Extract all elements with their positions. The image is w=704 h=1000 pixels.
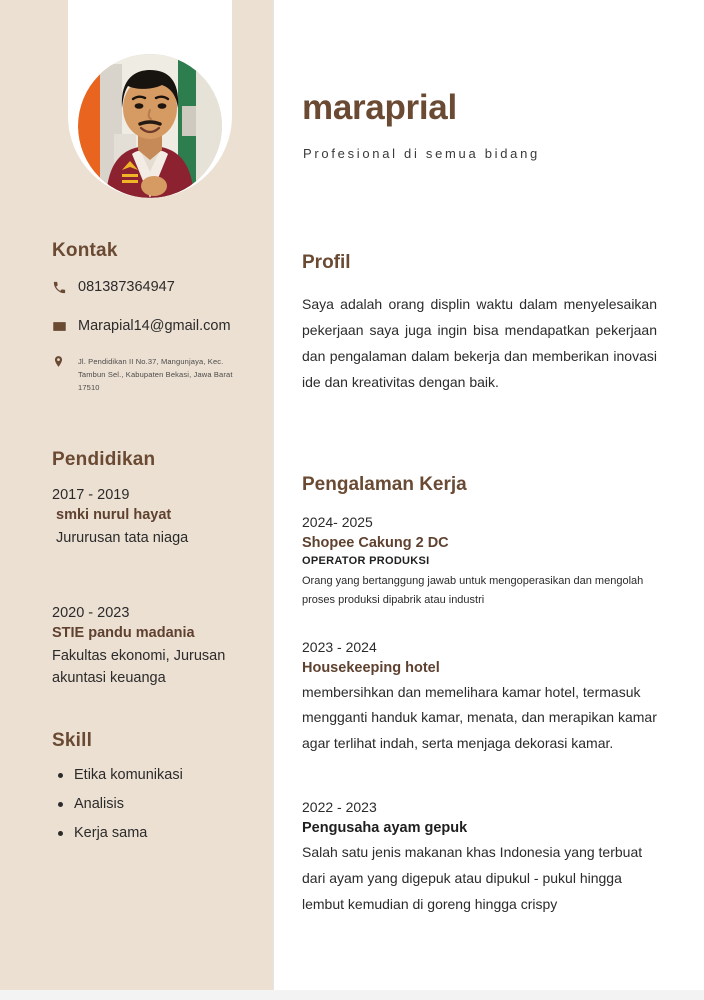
experience-description: Salah satu jenis makanan khas Indonesia yang terbuat dari ayam yang digepuk atau dipukul - pukul hingga lembut kemudian di goreng hingga crispy [302,844,643,912]
envelope-icon [52,317,72,334]
contact-email-row[interactable] [52,317,273,337]
avatar [78,54,222,198]
contact-phone-row[interactable] [52,278,273,298]
address-text: Jl. Pendidikan II No.37, Mangunjaya, Kec. Tambun Sel., Kabupaten Bekasi, Jawa Barat 17510 [78,357,233,393]
skill-heading: Skill [52,729,93,751]
main-column [274,0,704,990]
experience-title: Housekeeping hotel [302,659,440,676]
education-school: smki nurul hayat [56,506,172,523]
experience-years: 2023 - 2024 [302,638,377,655]
phone-number: 081387364947 [78,279,175,295]
contact-address-row[interactable] [52,355,273,394]
profile-text: Saya adalah orang displin waktu dalam menyelesaikan pekerjaan saya juga ingin bisa mendapatkan pekerjaan dan pengalaman dalam bekerja dan memberikan inovasi ide dan kreativitas dengan baik. [302,296,657,390]
experience-title: Pengusaha ayam gepuk [302,820,468,837]
education-item [52,605,273,690]
profile-heading: Profil [302,252,351,273]
education-school: STIE pandu madania [52,624,195,641]
education-major: Fakultas ekonomi, Jurusan akuntasi keuanga [52,647,226,687]
experience-years: 2022 - 2023 [302,799,377,816]
experience-item [302,514,657,611]
experience-description: Orang yang bertanggung jawab untuk mengoperasikan dan mengolah proses produksi dipabrik atau industri [302,575,644,607]
skill-list [52,768,273,855]
sidebar-content [0,240,273,855]
experience-section [302,474,657,922]
contact-heading: Kontak [52,240,118,261]
contact-section [0,240,273,395]
education-major: Jururusan tata niaga [56,529,189,546]
page-title: maraprial [302,88,457,127]
experience-years: 2024- 2025 [302,514,373,530]
sidebar [0,0,273,990]
phone-icon [52,278,72,295]
education-item [52,487,273,549]
experience-title: Shopee Cakung 2 DC [302,535,449,551]
experience-heading: Pengalaman Kerja [302,474,467,495]
list-item: Etika komunikasi [52,768,273,797]
experience-description: membersihkan dan memelihara kamar hotel, termasuk mengganti handuk kamar, menata, dan merapikan kamar agar terlihat indah, serta menjaga dekorasi kamar. [302,683,657,752]
profile-section [302,252,657,396]
experience-role: OPERATOR PRODUKSI [302,555,430,567]
email-address: Marapial14@gmail.com [78,317,231,334]
education-section [0,449,273,690]
portrait-photo [78,54,222,198]
tagline: Profesional di semua bidang [303,146,540,161]
education-heading: Pendidikan [52,448,156,470]
list-item: Analisis [52,797,273,826]
education-years: 2020 - 2023 [52,604,130,621]
experience-item [302,639,657,758]
skill-section [0,730,273,855]
education-years: 2017 - 2019 [52,486,130,503]
experience-item [302,799,657,918]
map-pin-icon [52,355,72,368]
list-item: Kerja sama [52,826,273,855]
